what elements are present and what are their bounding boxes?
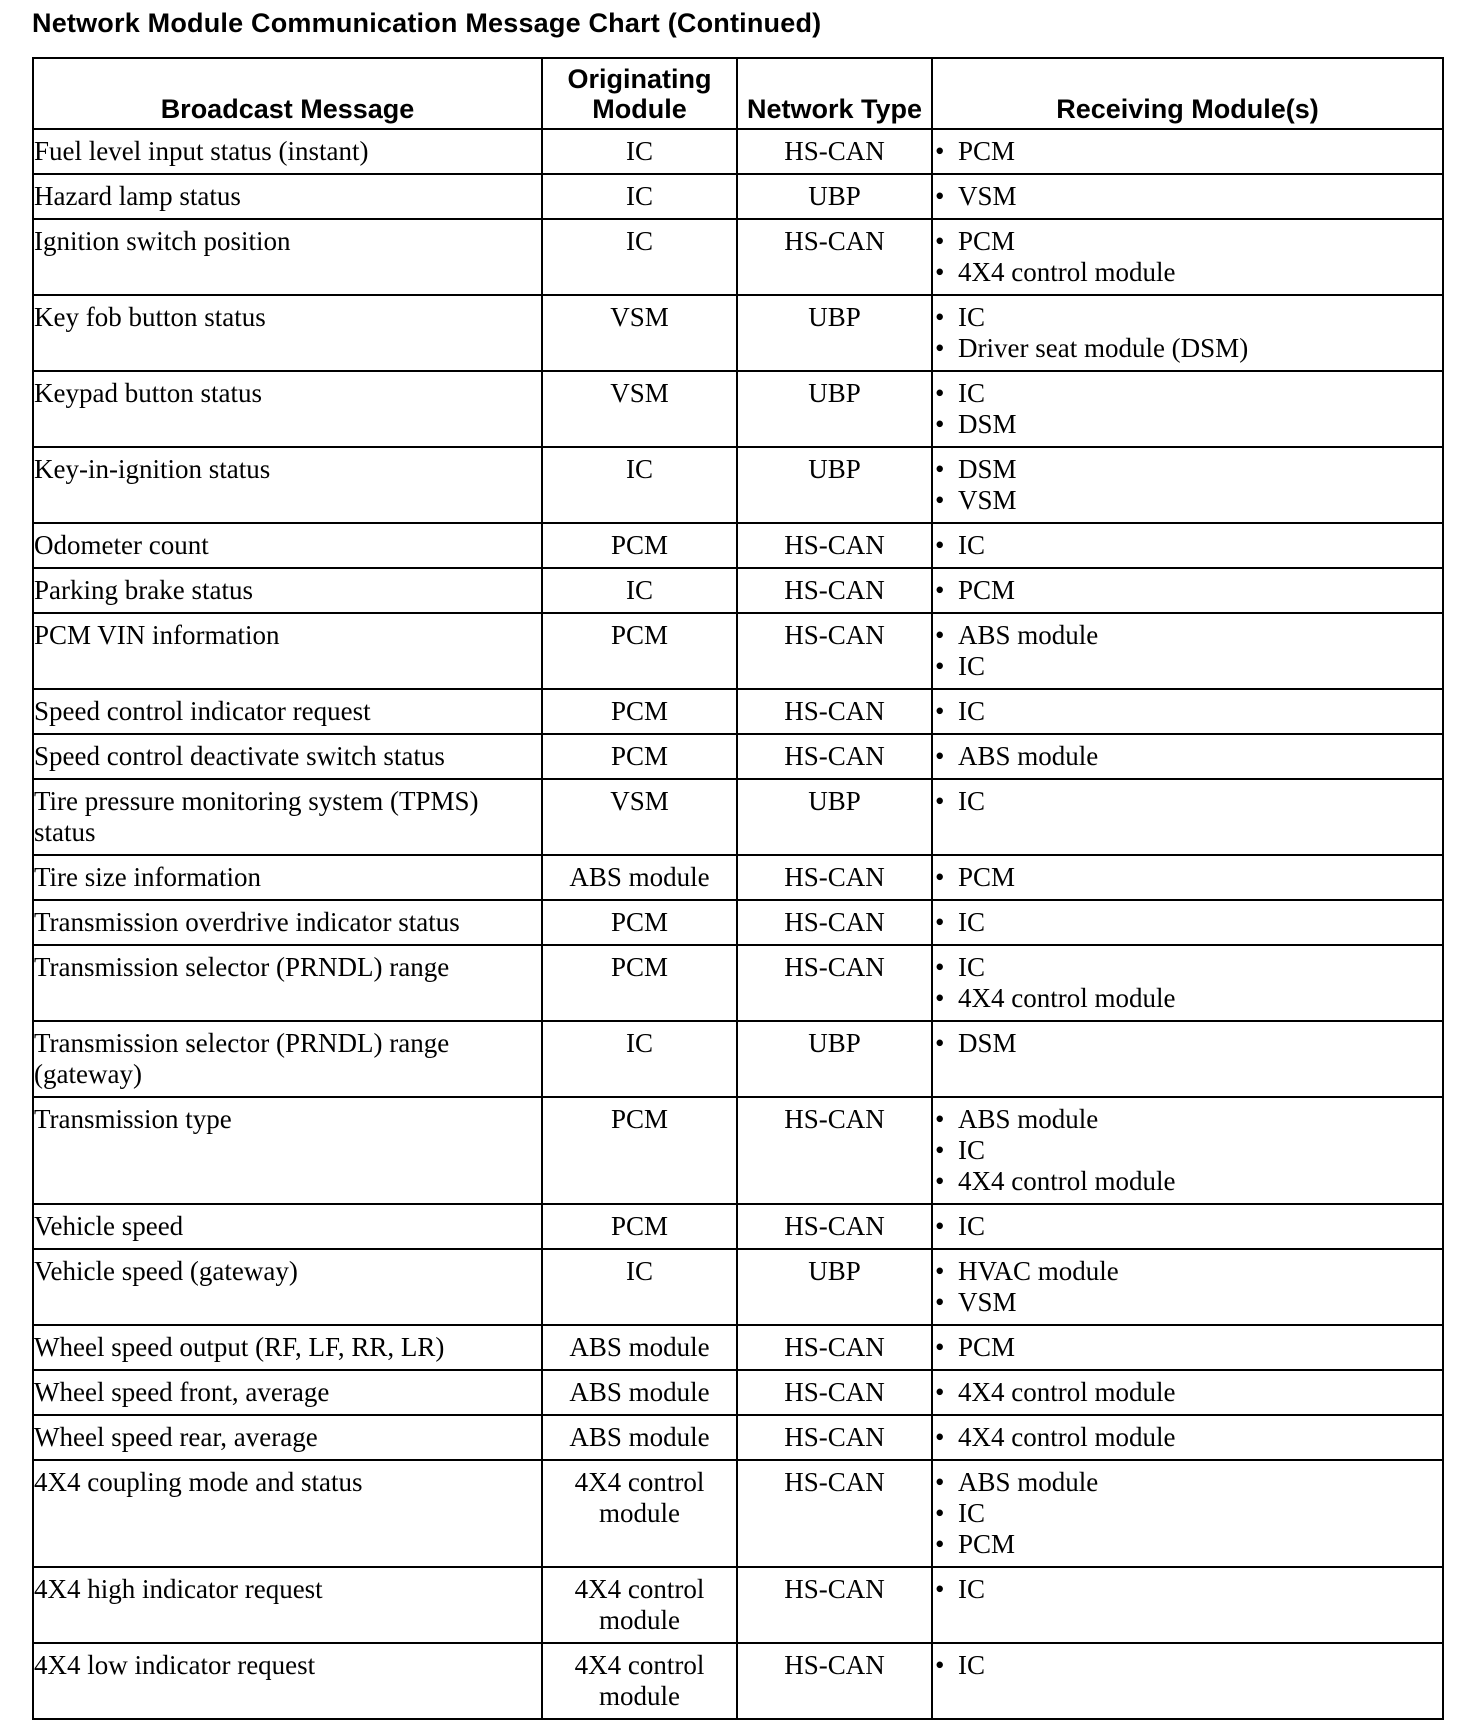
originating-module-cell: IC <box>542 1021 737 1097</box>
network-type-cell: HS-CAN <box>737 1325 932 1370</box>
table-row <box>33 1021 1443 1097</box>
header-row <box>33 58 1443 129</box>
receiving-modules-list <box>933 575 1442 606</box>
originating-module-cell: VSM <box>542 295 737 371</box>
broadcast-message-cell: Wheel speed rear, average <box>33 1415 542 1460</box>
receiving-modules-cell <box>932 295 1443 371</box>
receiving-modules-list <box>933 862 1442 893</box>
originating-module-cell: PCM <box>542 900 737 945</box>
originating-module-cell: ABS module <box>542 855 737 900</box>
receiving-module-item: • ABS module <box>933 620 1442 651</box>
table-row <box>33 1370 1443 1415</box>
receiving-module-item: • PCM <box>933 226 1442 257</box>
broadcast-message-cell: PCM VIN information <box>33 613 542 689</box>
receiving-modules-cell <box>932 1460 1443 1567</box>
network-type-cell: HS-CAN <box>737 568 932 613</box>
broadcast-message-cell: Vehicle speed (gateway) <box>33 1249 542 1325</box>
receiving-modules-cell <box>932 1097 1443 1204</box>
table-row <box>33 447 1443 523</box>
table-row <box>33 1097 1443 1204</box>
receiving-modules-list <box>933 741 1442 772</box>
broadcast-message-cell: Transmission selector (PRNDL) range <box>33 945 542 1021</box>
receiving-module-item: • IC <box>933 1211 1442 1242</box>
originating-module-cell: ABS module <box>542 1325 737 1370</box>
page-title: Network Module Communication Message Chart (Continued) <box>32 8 822 38</box>
receiving-module-item: • PCM <box>933 136 1442 167</box>
receiving-modules-list <box>933 530 1442 561</box>
network-type-cell: UBP <box>737 1249 932 1325</box>
receiving-modules-cell <box>932 779 1443 855</box>
originating-module-cell: IC <box>542 1249 737 1325</box>
network-type-cell: HS-CAN <box>737 1567 932 1643</box>
receiving-module-item: • IC <box>933 530 1442 561</box>
receiving-modules-list <box>933 1104 1442 1197</box>
receiving-modules-list <box>933 378 1442 440</box>
table-row <box>33 1643 1443 1719</box>
table-row <box>33 945 1443 1021</box>
network-type-cell: HS-CAN <box>737 613 932 689</box>
receiving-modules-cell <box>932 523 1443 568</box>
receiving-module-item: • PCM <box>933 1529 1442 1560</box>
receiving-module-item: • DSM <box>933 1028 1442 1059</box>
receiving-module-item: • VSM <box>933 1287 1442 1318</box>
receiving-module-item: • Driver seat module (DSM) <box>933 333 1442 364</box>
receiving-module-item: • IC <box>933 696 1442 727</box>
originating-module-cell: ABS module <box>542 1415 737 1460</box>
receiving-modules-list <box>933 1377 1442 1408</box>
receiving-modules-list <box>933 1467 1442 1560</box>
originating-module-cell: PCM <box>542 1204 737 1249</box>
receiving-module-item: • IC <box>933 1135 1442 1166</box>
broadcast-message-cell: 4X4 coupling mode and status <box>33 1460 542 1567</box>
receiving-module-item: • PCM <box>933 862 1442 893</box>
receiving-modules-cell <box>932 1249 1443 1325</box>
originating-module-cell: IC <box>542 447 737 523</box>
receiving-module-item: • IC <box>933 1498 1442 1529</box>
table-row <box>33 568 1443 613</box>
receiving-modules-list <box>933 620 1442 682</box>
table-row <box>33 689 1443 734</box>
table-row <box>33 219 1443 295</box>
receiving-modules-cell <box>932 1370 1443 1415</box>
receiving-module-item: • ABS module <box>933 1467 1442 1498</box>
receiving-modules-list <box>933 1574 1442 1605</box>
receiving-modules-cell <box>932 855 1443 900</box>
receiving-module-item: • ABS module <box>933 1104 1442 1135</box>
receiving-module-item: • 4X4 control module <box>933 983 1442 1014</box>
receiving-module-item: • PCM <box>933 575 1442 606</box>
broadcast-message-cell: Transmission overdrive indicator status <box>33 900 542 945</box>
receiving-module-item: • VSM <box>933 485 1442 516</box>
receiving-modules-list <box>933 1650 1442 1681</box>
receiving-module-item: • VSM <box>933 181 1442 212</box>
table-row <box>33 1325 1443 1370</box>
receiving-module-item: • ABS module <box>933 741 1442 772</box>
receiving-module-item: • IC <box>933 378 1442 409</box>
broadcast-message-cell: 4X4 low indicator request <box>33 1643 542 1719</box>
table-row <box>33 129 1443 174</box>
originating-module-cell: IC <box>542 568 737 613</box>
originating-module-cell: PCM <box>542 523 737 568</box>
receiving-module-item: • IC <box>933 786 1442 817</box>
column-header-originating-module: Originating Module <box>542 58 737 129</box>
receiving-modules-cell <box>932 734 1443 779</box>
receiving-modules-cell <box>932 371 1443 447</box>
broadcast-message-cell: Hazard lamp status <box>33 174 542 219</box>
network-type-cell: HS-CAN <box>737 1370 932 1415</box>
network-type-cell: HS-CAN <box>737 734 932 779</box>
receiving-modules-cell <box>932 568 1443 613</box>
originating-module-cell: PCM <box>542 734 737 779</box>
originating-module-cell: 4X4 control module <box>542 1643 737 1719</box>
network-type-cell: HS-CAN <box>737 945 932 1021</box>
originating-module-cell: 4X4 control module <box>542 1460 737 1567</box>
network-type-cell: HS-CAN <box>737 900 932 945</box>
receiving-modules-cell <box>932 1021 1443 1097</box>
originating-module-cell: VSM <box>542 371 737 447</box>
receiving-modules-cell <box>932 689 1443 734</box>
table-row <box>33 371 1443 447</box>
column-header-network-type: Network Type <box>737 58 932 129</box>
receiving-modules-list <box>933 1028 1442 1059</box>
broadcast-message-cell: Keypad button status <box>33 371 542 447</box>
receiving-modules-cell <box>932 613 1443 689</box>
broadcast-message-cell: Tire size information <box>33 855 542 900</box>
table-row <box>33 295 1443 371</box>
receiving-module-item: • 4X4 control module <box>933 257 1442 288</box>
originating-module-cell: IC <box>542 129 737 174</box>
originating-module-cell: VSM <box>542 779 737 855</box>
broadcast-message-cell: Speed control indicator request <box>33 689 542 734</box>
message-chart-table <box>32 57 1444 1720</box>
network-type-cell: UBP <box>737 1021 932 1097</box>
network-type-cell: HS-CAN <box>737 219 932 295</box>
network-type-cell: HS-CAN <box>737 1460 932 1567</box>
network-type-cell: HS-CAN <box>737 1204 932 1249</box>
receiving-modules-list <box>933 907 1442 938</box>
originating-module-cell: 4X4 control module <box>542 1567 737 1643</box>
originating-module-cell: PCM <box>542 1097 737 1204</box>
receiving-module-item: • IC <box>933 907 1442 938</box>
network-type-cell: HS-CAN <box>737 689 932 734</box>
receiving-modules-list <box>933 1211 1442 1242</box>
table-row <box>33 1204 1443 1249</box>
receiving-module-item: • IC <box>933 1650 1442 1681</box>
broadcast-message-cell: Fuel level input status (instant) <box>33 129 542 174</box>
network-type-cell: UBP <box>737 371 932 447</box>
network-type-cell: HS-CAN <box>737 1415 932 1460</box>
receiving-modules-list <box>933 226 1442 288</box>
table-body <box>33 129 1443 1719</box>
receiving-modules-cell <box>932 1204 1443 1249</box>
table-row <box>33 174 1443 219</box>
receiving-module-item: • IC <box>933 651 1442 682</box>
receiving-modules-cell <box>932 129 1443 174</box>
broadcast-message-cell: Tire pressure monitoring system (TPMS) status <box>33 779 542 855</box>
network-type-cell: HS-CAN <box>737 523 932 568</box>
receiving-modules-cell <box>932 945 1443 1021</box>
receiving-module-item: • DSM <box>933 409 1442 440</box>
receiving-module-item: • 4X4 control module <box>933 1422 1442 1453</box>
receiving-modules-list <box>933 1422 1442 1453</box>
table-row <box>33 1460 1443 1567</box>
receiving-modules-cell <box>932 447 1443 523</box>
broadcast-message-cell: Wheel speed front, average <box>33 1370 542 1415</box>
receiving-module-item: • DSM <box>933 454 1442 485</box>
receiving-modules-list <box>933 1256 1442 1318</box>
receiving-modules-list <box>933 454 1442 516</box>
receiving-module-item: • 4X4 control module <box>933 1166 1442 1197</box>
receiving-module-item: • PCM <box>933 1332 1442 1363</box>
broadcast-message-cell: Odometer count <box>33 523 542 568</box>
network-type-cell: HS-CAN <box>737 1643 932 1719</box>
table-row <box>33 1415 1443 1460</box>
broadcast-message-cell: 4X4 high indicator request <box>33 1567 542 1643</box>
receiving-modules-cell <box>932 219 1443 295</box>
table-row <box>33 1249 1443 1325</box>
broadcast-message-cell: Key-in-ignition status <box>33 447 542 523</box>
table-row <box>33 900 1443 945</box>
table-row <box>33 734 1443 779</box>
receiving-modules-cell <box>932 174 1443 219</box>
broadcast-message-cell: Parking brake status <box>33 568 542 613</box>
network-type-cell: HS-CAN <box>737 1097 932 1204</box>
receiving-modules-list <box>933 181 1442 212</box>
network-type-cell: UBP <box>737 779 932 855</box>
originating-module-cell: PCM <box>542 945 737 1021</box>
network-type-cell: HS-CAN <box>737 855 932 900</box>
broadcast-message-cell: Speed control deactivate switch status <box>33 734 542 779</box>
receiving-modules-list <box>933 786 1442 817</box>
receiving-module-item: • 4X4 control module <box>933 1377 1442 1408</box>
broadcast-message-cell: Key fob button status <box>33 295 542 371</box>
table-row <box>33 779 1443 855</box>
originating-module-cell: ABS module <box>542 1370 737 1415</box>
originating-module-cell: IC <box>542 174 737 219</box>
broadcast-message-cell: Transmission selector (PRNDL) range (gateway) <box>33 1021 542 1097</box>
originating-module-cell: PCM <box>542 613 737 689</box>
column-header-broadcast-message: Broadcast Message <box>33 58 542 129</box>
receiving-modules-list <box>933 136 1442 167</box>
network-type-cell: UBP <box>737 295 932 371</box>
network-type-cell: HS-CAN <box>737 129 932 174</box>
broadcast-message-cell: Wheel speed output (RF, LF, RR, LR) <box>33 1325 542 1370</box>
receiving-modules-list <box>933 952 1442 1014</box>
receiving-modules-cell <box>932 900 1443 945</box>
receiving-modules-list <box>933 1332 1442 1363</box>
column-header-receiving-modules: Receiving Module(s) <box>932 58 1443 129</box>
table-row <box>33 613 1443 689</box>
receiving-module-item: • IC <box>933 952 1442 983</box>
receiving-modules-cell <box>932 1325 1443 1370</box>
originating-module-cell: PCM <box>542 689 737 734</box>
table-row <box>33 1567 1443 1643</box>
receiving-modules-cell <box>932 1643 1443 1719</box>
receiving-modules-list <box>933 302 1442 364</box>
broadcast-message-cell: Vehicle speed <box>33 1204 542 1249</box>
receiving-modules-cell <box>932 1415 1443 1460</box>
receiving-module-item: • HVAC module <box>933 1256 1442 1287</box>
table-row <box>33 523 1443 568</box>
broadcast-message-cell: Transmission type <box>33 1097 542 1204</box>
table-row <box>33 855 1443 900</box>
receiving-modules-cell <box>932 1567 1443 1643</box>
network-type-cell: UBP <box>737 174 932 219</box>
network-type-cell: UBP <box>737 447 932 523</box>
broadcast-message-cell: Ignition switch position <box>33 219 542 295</box>
originating-module-cell: IC <box>542 219 737 295</box>
receiving-module-item: • IC <box>933 302 1442 333</box>
receiving-module-item: • IC <box>933 1574 1442 1605</box>
receiving-modules-list <box>933 696 1442 727</box>
